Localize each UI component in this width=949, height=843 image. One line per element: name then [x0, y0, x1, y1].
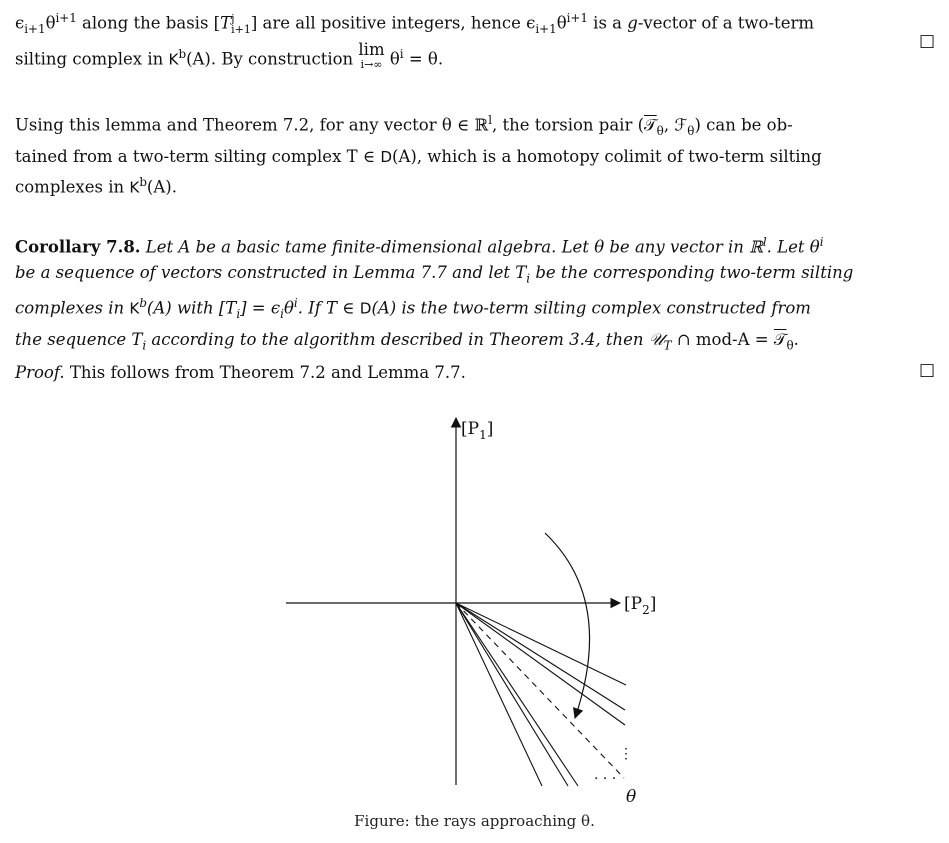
ray [456, 603, 578, 786]
superscript: i [399, 46, 404, 61]
text: , ℱ [663, 115, 688, 135]
text: . [793, 329, 799, 349]
proof-line [15, 360, 935, 385]
ray [456, 603, 625, 725]
g-symbol: g [627, 13, 638, 33]
text: (A) with [T [146, 298, 237, 318]
line [15, 170, 935, 201]
superscript: b [139, 295, 147, 310]
text: complexes in [15, 177, 130, 197]
text: . Let θ [766, 237, 820, 257]
subscript: i [236, 306, 241, 321]
text: Let A be a basic tame finite-dimensional algebra. Let θ be any vector in ℝ [140, 237, 763, 257]
theta: θ [45, 13, 56, 33]
line [15, 6, 935, 42]
text: along the basis [ [76, 13, 221, 33]
subscript: i+1 [24, 21, 46, 36]
limit-operator [358, 39, 385, 72]
text: -vector of a two-term [637, 13, 814, 33]
line [15, 327, 935, 358]
text: ) can be ob- [694, 115, 793, 135]
text: tained from a two-term silting complex T ∈ [15, 146, 381, 166]
subscript: i [280, 306, 284, 321]
text: θ [384, 49, 400, 69]
line [15, 230, 935, 260]
paragraph-torsion-pair [15, 108, 935, 200]
text: θ [283, 298, 294, 318]
text: be the corresponding two-term silting [530, 262, 854, 282]
subscript: θ [786, 337, 794, 352]
superscript: b [178, 46, 187, 61]
text: (A). By construction [186, 49, 359, 69]
subscript: T [663, 337, 672, 352]
text: (A), which is a homotopy colimit of two-term silting [392, 146, 822, 166]
T-symbol: T [220, 13, 232, 33]
subscript: i+1 [535, 21, 557, 36]
limit-ray-theta [456, 603, 624, 778]
lim-text: lim [358, 39, 385, 59]
axis-label-p1: $[P_1]$ [461, 419, 494, 442]
superscript: i+1 [55, 11, 77, 25]
text: is a [587, 13, 628, 33]
T-bar-symbol: 𝒯 [644, 115, 657, 135]
subscript: i [526, 270, 531, 285]
text: ] = ϵ [240, 298, 281, 318]
text: ] are all positive integers, hence ϵ [250, 13, 536, 33]
text: the sequence T [15, 329, 143, 349]
horizontal-dots: · · · [594, 771, 617, 787]
text: . If T ∈ [297, 298, 360, 318]
text: silting complex in [15, 49, 169, 69]
text: Using this lemma and Theorem 7.2, for any vector θ ∈ ℝ [15, 115, 489, 135]
axis-label-p2: $[P_2]$ [624, 594, 657, 617]
subscript: θ [687, 123, 695, 138]
text: (A) is the two-term silting complex constructed from [371, 298, 811, 318]
D-symbol: D [359, 299, 372, 318]
subscript: θ [656, 123, 664, 138]
text: This follows from Theorem 7.2 and Lemma 7.7. [64, 363, 466, 382]
corollary-label: Corollary 7.8. [15, 237, 141, 257]
proof-label: Proof. [15, 363, 65, 382]
corollary-7-8 [15, 230, 935, 358]
superscript: l [762, 235, 767, 249]
T-bar-symbol: 𝒯 [773, 329, 787, 349]
theta-label: θ [626, 787, 637, 807]
superscript: b [139, 174, 147, 189]
ray-diagram [0, 410, 949, 830]
text: (A). [146, 177, 177, 197]
line [15, 291, 935, 327]
text: = θ. [403, 49, 444, 69]
line [15, 108, 935, 144]
text: be a sequence of vectors constructed in Lemma 7.7 and let T [15, 262, 527, 282]
K-symbol: K [129, 178, 140, 197]
superscript: j [231, 12, 235, 25]
text: , the torsion pair ( [492, 115, 645, 135]
figure-caption: Figure: the rays approaching θ. [354, 812, 595, 830]
paragraph-proof-end [15, 6, 935, 72]
superscript: i [819, 235, 824, 249]
rotation-arc [545, 533, 590, 718]
text: ∩ mod-A = [671, 329, 774, 349]
subscript: i [142, 337, 147, 352]
qed-symbol: □ [918, 31, 935, 51]
superscript: l [488, 113, 493, 127]
line [15, 39, 935, 73]
K-symbol: K [168, 50, 179, 69]
text: according to the algorithm described in Theorem 3.4, then 𝒰 [146, 329, 664, 349]
superscript: i [293, 295, 298, 310]
line [15, 144, 935, 170]
epsilon: ϵ [15, 13, 25, 33]
D-symbol: D [380, 147, 393, 166]
superscript: i+1 [566, 11, 588, 25]
vertical-dots: ⋮ [619, 746, 633, 762]
lim-subscript: i→∞ [360, 57, 383, 71]
qed-symbol: □ [918, 360, 935, 380]
line [15, 360, 935, 385]
text: complexes in [15, 298, 130, 318]
theta: θ [556, 13, 567, 33]
subscript: i+1 [231, 23, 251, 36]
line [15, 260, 935, 291]
K-symbol: K [129, 299, 140, 318]
